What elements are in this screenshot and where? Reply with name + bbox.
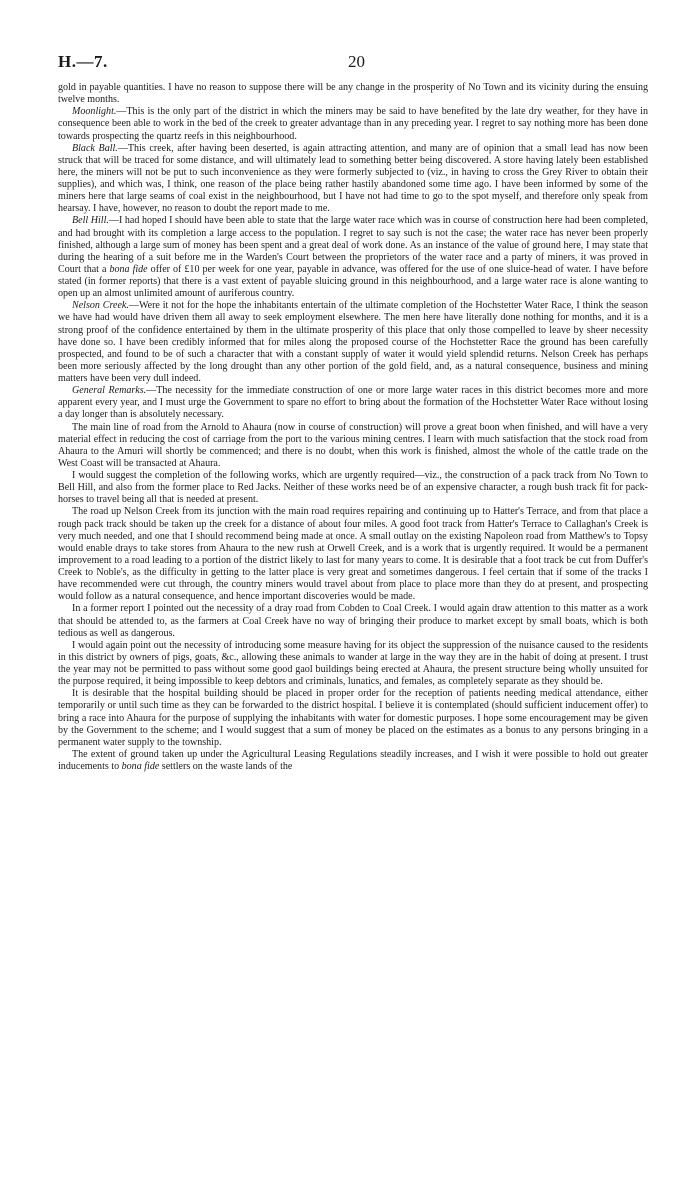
paragraph-gold-continuation: gold in payable quantities. I have no reason to suppose there will be any change in the prosperity of No Town and its vicinity during the ensuing twelve months. — [58, 82, 648, 106]
paragraph-hospital-water: It is desirable that the hospital building should be placed in proper order for the reception of patients needing medical attendance, either temporarily or until such time as they can be forwarded to the district hospital. I believe it is contemplated (should sufficient inducement offer) to bring a race into Ahaura for the purpose of supplying the inhabitants with water for domestic purposes. I hope some encouragement may be given by the Government to the scheme; and I would suggest that a sum of money be placed on the estimates as a bonus to any persons bringing in a permanent water supply to the township. — [58, 688, 648, 748]
page-header — [58, 52, 648, 74]
section-lead-nelson-creek: Nelson Creek. — [72, 300, 129, 312]
paragraph-coal-creek-road: In a former report I pointed out the necessity of a dray road from Cobden to Coal Creek. I would again draw attention to this matter as a work that should be attended to, as the farmers at Coal Creek have no way of bringing their produce to market except by small boats, which is both tedious as well as dangerous. — [58, 603, 648, 639]
paragraph-nelson-creek-road: The road up Nelson Creek from its junction with the main road requires repairing and continuing up to Hatter's Terrace, and from that place a rough pack track should be taken up the creek for a distance of about four miles. A good foot track from Hatter's Terrace to Callaghan's Creek is very much needed, and one that I should recommend being made at once. A small outlay on the existing Napoleon road from Matthew's to Topsy would enable drays to take stores from Ahaura to the new rush at Orwell Creek, and is a work that is urgently required. It would be a permanent improvement to a road leading to a portion of the district likely to last for many years to come. It is desirable that a foot track be cut from Duffer's Creek to Noble's, as the difficulty in getting to the latter place is very great and sometimes dangerous. I feel certain that if some of the tracks I have recommended were cut through, the country miners would travel about from place to place more than they do at present, and prospecting would follow as a natural consequence, and hence important discoveries would be made. — [58, 506, 648, 603]
paragraph-moonlight: Moonlight.—This is the only part of the district in which the miners may be said to have benefited by the late dry weather, for they have in consequence been able to work in the bed of the creek to greater advantage than in any preceding year. I regret to say nothing more has been done towards prospecting the quartz reefs in this neighbourhood. — [58, 106, 648, 142]
paragraph-nelson-creek: Nelson Creek.—Were it not for the hope the inhabitants entertain of the ultimate completion of the Hochstetter Water Race, I think the season we have had would have driven them all away to seek employment elsewhere. The men here have literally done nothing for months, and it is a strong proof of the confidence entertained by them in the ultimate prosperity of this place that only those compelled to leave by sheer necessity have done so. I have been credibly informed that for miles along the proposed course of the Hochstetter Race the ground has been carefully prospected, and found to be of such a character that with a constant supply of water it would yield splendid returns. Nelson Creek has perhaps been more seriously affected by the long drought than any other portion of the gold field, and, as a natural consequence, business and mining matters have been very dull indeed. — [58, 300, 648, 384]
paragraph-nuisance-gaol: I would again point out the necessity of introducing some measure having for its object the suppression of the nuisance caused to the residents in this district by owners of pigs, goats, &c., allowing these animals to wander at large in the way they are in the habit of doing at present. I trust the year may not be permitted to pass without some good gaol buildings being erected at Ahaura, the present structure being wholly unsuited for the purpose required, it being impossible to keep debtors and criminals, lunatics, and females, as completely separate as they should be. — [58, 639, 648, 688]
paragraph-suggested-works: I would suggest the completion of the following works, which are urgently required—viz., the construction of a pack track from No Town to Bell Hill, and also from the former place to Red Jacks. Neither of these works need be of an expensive character, a rough bush track fit for pack-horses to travel being all that is needed at present. — [58, 470, 648, 506]
paragraph-agricultural-leasing: The extent of ground taken up under the Agricultural Leasing Regulations steadily increases, and I wish it were possible to hold out greater inducements to bona fide settlers on the waste lands of the — [58, 748, 648, 772]
paragraph-black-ball: Black Ball.—This creek, after having been deserted, is again attracting attention, and many are of opinion that a small lead has now been struck that will be traced for some distance, and will ultimately lead to something better being discovered. A store having lately been established here, the miners will not be put to such inconvenience as they were formerly subjected to (viz., in having to cross the Grey River to obtain their supplies), and which was, I think, one reason of the place being rather hastily abandoned some time ago. I have been informed by some of the miners here that large seams of coal exist in the neighbourhood, but I have not had time to go to the spot myself, and therefore only speak from hearsay. I have, however, no reason to doubt the report made to me. — [58, 142, 648, 215]
report-body — [58, 82, 648, 773]
page-number: 20 — [348, 52, 365, 71]
section-lead-bell-hill: Bell Hill. — [72, 215, 109, 227]
section-lead-general-remarks: General Remarks. — [72, 385, 147, 397]
paragraph-general-remarks: General Remarks.—The necessity for the immediate construction of one or more large water races in this district becomes more and more apparent every year, and I must urge the Government to spare no effort to bring about the formation of the Hochstetter Water Race without losing a day longer than is absolutely necessary. — [58, 385, 648, 421]
section-lead-moonlight: Moonlight. — [72, 106, 117, 118]
paragraph-bell-hill: Bell Hill.—I had hoped I should have been able to state that the large water race which was in course of construction here had been completed, and had brought with its completion a large access to the population. I regret to say such is not the case; the water race has never been properly finished, although a large sum of money has been spent and a great deal of work done. As an instance of the value of ground here, I may state that during the hearing of a suit before me in the Warden's Court between the proprietors of the water race and a party of miners, it was proved in Court that a bona fide offer of £10 per week for one year, payable in advance, was offered for the use of one sluice-head of water. I have before stated (in former reports) that there is a vast extent of payable sluicing ground in this neighbourhood, and a large water race is alone wanting to open up an almost unlimited amount of auriferous country. — [58, 215, 649, 300]
document-reference: H.—7. — [58, 52, 108, 71]
paragraph-main-road: The main line of road from the Arnold to Ahaura (now in course of construction) will prove a great boon when finished, and will have a very material effect in reducing the cost of carriage from the port to the various mining centres. I learn with much satisfaction that the stock road from Ahaura to the Amuri will shortly be commenced; and there is no doubt, when this work is finished, almost the whole of the cattle trade on the West Coast will be transacted at Ahaura. — [58, 421, 648, 469]
section-lead-black-ball: Black Ball. — [72, 142, 118, 154]
